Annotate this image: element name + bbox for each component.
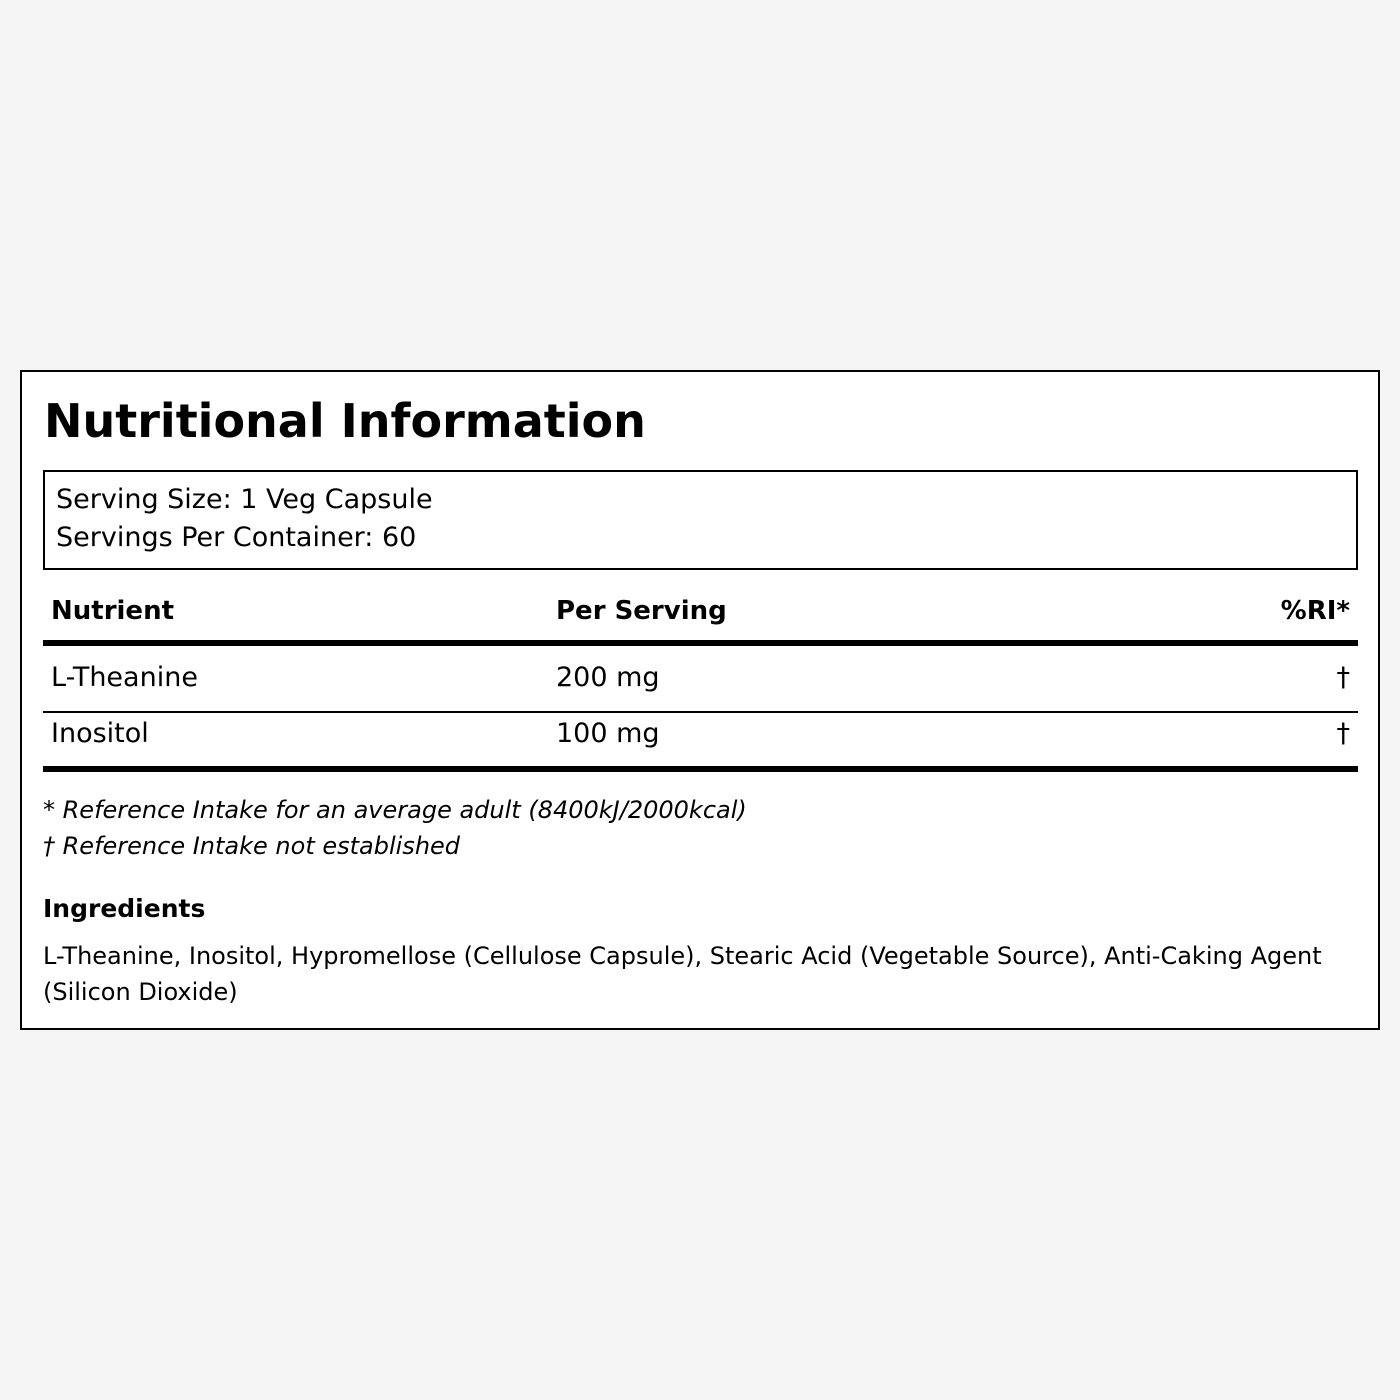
row-divider-rule (43, 711, 1358, 713)
table-bottom-rule (43, 766, 1358, 772)
footnote-not-established: † Reference Intake not established (43, 832, 461, 860)
table-row (43, 718, 1358, 766)
serving-info-box (43, 470, 1358, 570)
nutrition-label-panel (20, 370, 1380, 1030)
nutrient-name: L-Theanine (51, 662, 198, 693)
header-per-serving: Per Serving (556, 596, 727, 626)
footnote-reference-intake: * Reference Intake for an average adult (8400kJ/2000kcal) (43, 796, 747, 824)
table-row (43, 662, 1358, 710)
ingredients-list: L-Theanine, Inositol, Hypromellose (Cellulose Capsule), Stearic Acid (Vegetable Source), Anti-Caking Agent (Silicon Dioxide) (43, 942, 1322, 1006)
serving-size: Serving Size: 1 Veg Capsule (56, 484, 433, 515)
header-ri: %RI* (1280, 596, 1350, 626)
label-title: Nutritional Information (44, 394, 646, 448)
nutrient-name: Inositol (51, 718, 149, 749)
ingredients-heading: Ingredients (43, 894, 206, 923)
header-nutrient: Nutrient (51, 596, 175, 626)
header-divider-rule (43, 640, 1358, 646)
servings-per-container: Servings Per Container: 60 (56, 522, 417, 553)
nutrient-amount: 100 mg (556, 718, 660, 749)
nutrient-ri: † (1336, 718, 1350, 749)
nutrient-amount: 200 mg (556, 662, 660, 693)
nutrient-ri: † (1336, 662, 1350, 693)
